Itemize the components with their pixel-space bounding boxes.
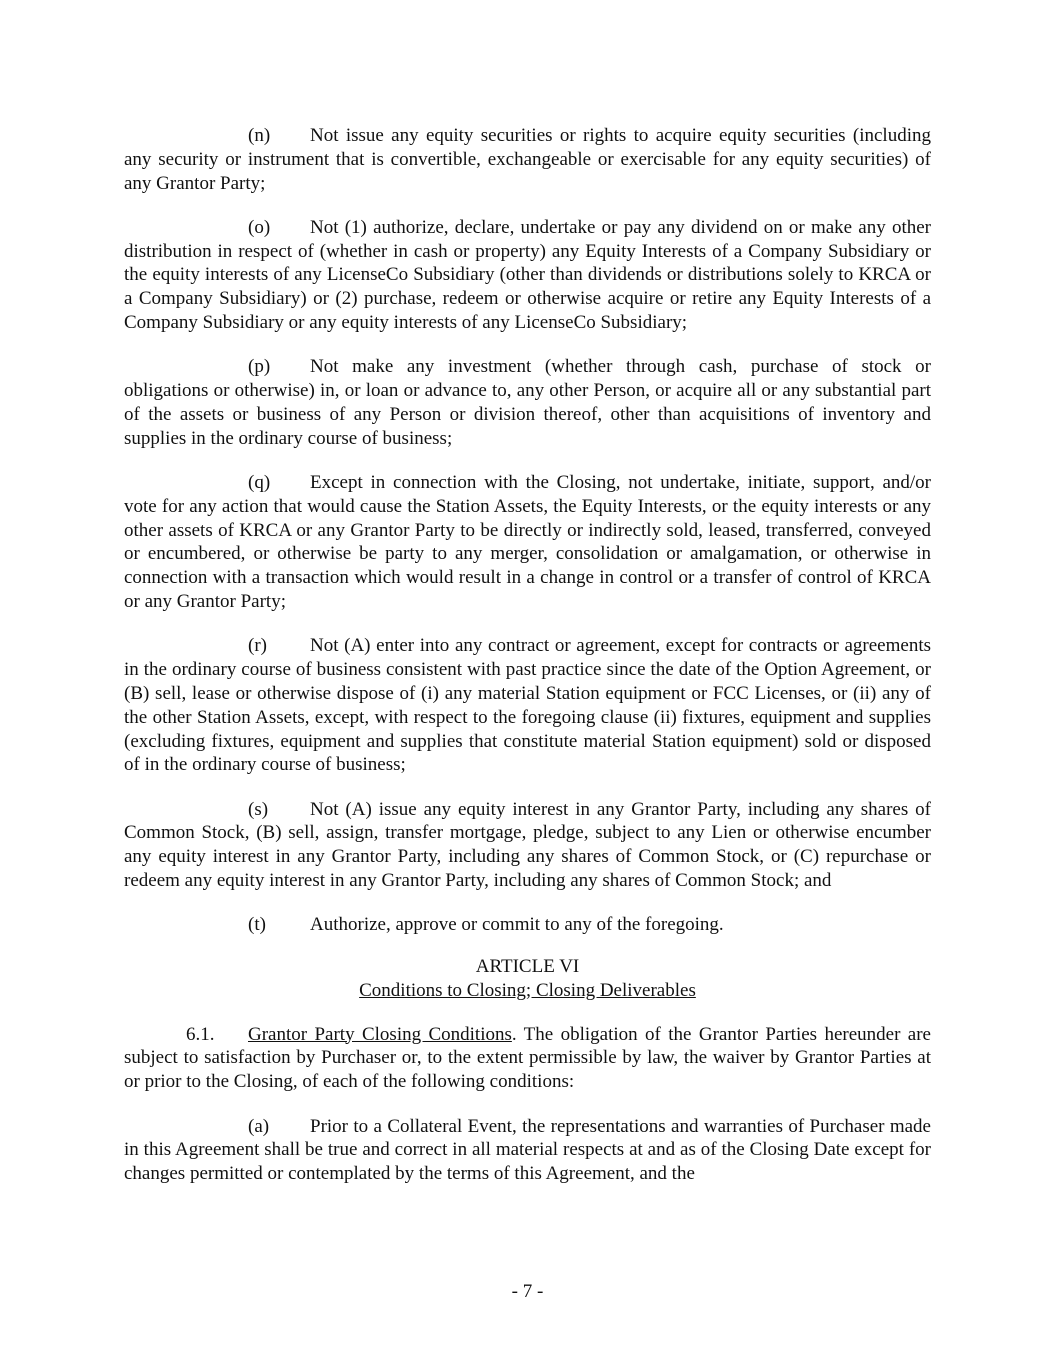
paragraph-number: (s) [248, 798, 269, 820]
paragraph-number: (p) [248, 356, 271, 378]
article-heading [124, 955, 931, 1003]
paragraph-a [124, 1115, 931, 1186]
paragraph-text: Prior to a Collateral Event, the representations and warranties of Purchaser made in this Agreement shall be true and correct in all material respects at and as of the Closing Date except for changes permitted or contemplated by the terms of this Agreement, and the [124, 1115, 931, 1185]
paragraph-t [124, 913, 931, 937]
paragraph-o [124, 216, 931, 335]
article-title: ARTICLE VI [475, 955, 580, 977]
article-subtitle: Conditions to Closing; Closing Deliverables [359, 979, 696, 1001]
section-title: Grantor Party Closing Conditions [248, 1023, 512, 1045]
section-6-1 [124, 1023, 931, 1094]
paragraph-n [124, 124, 931, 195]
section-text: . The obligation of the Grantor Parties hereunder are subject to satisfaction by Purchaser or, to the extent permissible by law, the waiver by Grantor Parties at or prior to the Closing, of each of the following conditions: [124, 1023, 931, 1093]
paragraph-number: (t) [248, 914, 266, 936]
paragraph-number: (q) [248, 472, 271, 494]
paragraph-text: Not (1) authorize, declare, undertake or pay any dividend on or make any other distribution in respect of (whether in cash or property) any Equity Interests of a Company Subsidiary or the equity interests of any LicenseCo Subsidiary (other than dividends or distributions solely to KRCA or a Company Subsidiary) or (2) purchase, redeem or otherwise acquire or retire any Equity Interests of a Company Subsidiary or any equity interests of any LicenseCo Subsidiary; [124, 216, 931, 334]
page-number: - 7 - [511, 1281, 544, 1302]
paragraph-number: (a) [248, 1115, 270, 1137]
paragraph-r [124, 634, 931, 777]
paragraph-number: (n) [248, 125, 271, 146]
paragraph-q [124, 471, 931, 614]
paragraph-text: Not issue any equity securities or rights to acquire equity securities (including any security or instrument that is convertible, exchangeable or exercisable for any equity securities) of any Grantor Party; [124, 125, 931, 194]
paragraph-number: (r) [248, 635, 267, 657]
paragraph-s [124, 798, 931, 893]
paragraph-text: Except in connection with the Closing, not undertake, initiate, support, and/or vote for any action that would cause the Station Assets, the Equity Interests, or the equity interests or any other assets of KRCA or any Grantor Party to be directly or indirectly sold, leased, transferred, conveyed or encumbered, or otherwise be party to any merger, consolidation or amalgamation, or otherwise in connection with a transaction which would result in a change in control or a transfer of control of KRCA or any Grantor Party; [124, 472, 931, 613]
paragraph-text: Not (A) enter into any contract or agreement, except for contracts or agreements in the ordinary course of business consistent with past practice since the date of the Option Agreement, or (B) sell, lease or otherwise dispose of (i) any material Station equipment or FCC Licenses, or (ii) any of the other Station Assets, except, with respect to the foregoing clause (ii) fixtures, equipment and supplies (excluding fixtures, equipment and supplies that constitute material Station equipment) sold or disposed of in the ordinary course of business; [124, 635, 931, 776]
paragraph-text: Not make any investment (whether through cash, purchase of stock or obligations or otherwise) in, or loan or advance to, any other Person, or acquire all or any substantial part of the assets or business of any Person or division thereof, other than acquisitions of inventory and supplies in the ordinary course of business; [124, 356, 931, 449]
section-number: 6.1. [186, 1023, 215, 1045]
paragraph-text: Not (A) issue any equity interest in any Grantor Party, including any shares of Common Stock, (B) sell, assign, transfer mortgage, pledge, subject to any Lien or otherwise encumber any equity interest in any Grantor Party, including any shares of Common Stock, or (C) repurchase or redeem any equity interest in any Grantor Party, including any shares of Common Stock; and [124, 798, 931, 892]
paragraph-number: (o) [248, 216, 271, 238]
paragraph-text: Authorize, approve or commit to any of the foregoing. [310, 914, 724, 936]
document-page [124, 124, 931, 1206]
paragraph-p [124, 355, 931, 450]
